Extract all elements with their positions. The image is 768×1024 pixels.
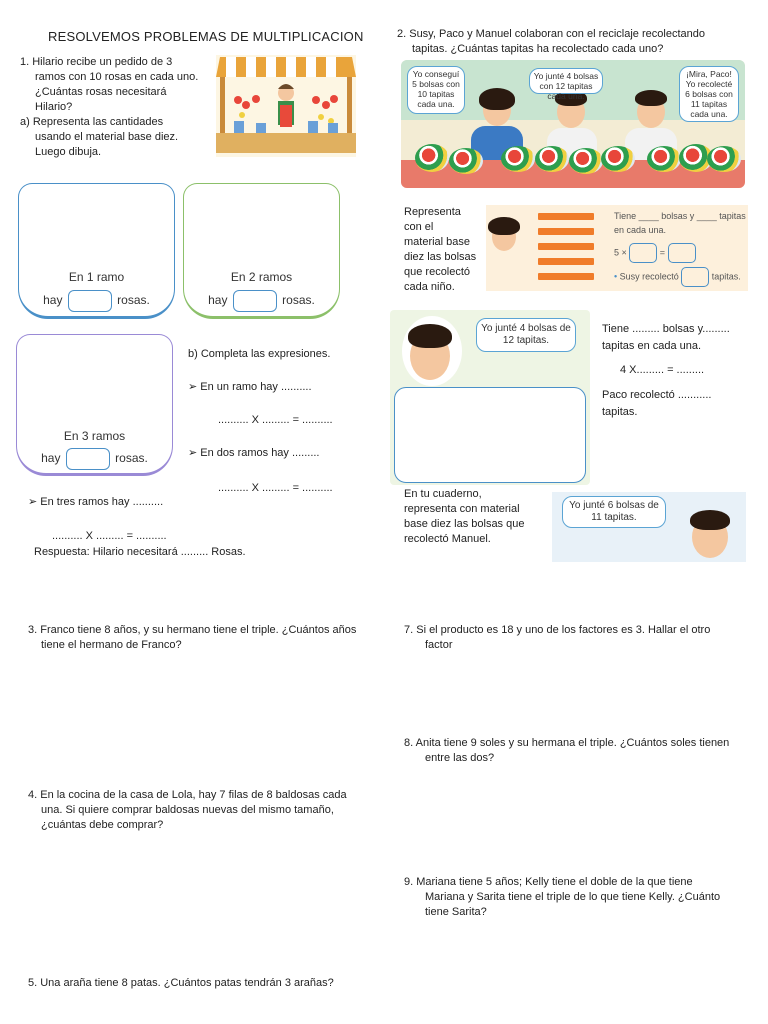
problem-4	[28, 788, 368, 833]
susy-factor-box[interactable]	[629, 243, 657, 263]
manuel-avatar-hair	[690, 510, 730, 530]
problem-7	[404, 623, 750, 653]
susy-avatar-hair	[488, 217, 520, 235]
represent-line: con el	[404, 221, 434, 233]
page-title: RESOLVEMOS PROBLEMAS DE MULTIPLICACION	[48, 29, 364, 44]
p7-line: factor	[425, 639, 453, 651]
manuel-hair	[635, 90, 667, 106]
susy-multiplier: 5 ×	[614, 247, 627, 258]
frame-3-ramos	[16, 334, 173, 476]
p2-line: tapitas. ¿Cuántas tapitas ha recolectado cada uno?	[412, 43, 664, 55]
recycling-kids-illustration	[401, 60, 745, 188]
susy-tapitas: tapitas.	[711, 271, 741, 282]
p1-line: ramos con 10 rosas en cada uno.	[35, 71, 199, 83]
problem-5: 5. Una araña tiene 8 patas. ¿Cuántos patas tendrán 3 arañas?	[28, 977, 334, 989]
p1-line: 1. Hilario recibe un pedido de 3	[20, 56, 173, 68]
bag	[449, 148, 483, 174]
represent-line: que recolectó	[404, 266, 471, 278]
represent-line: cada niño.	[404, 281, 455, 293]
p1a-line: usando el material base diez.	[35, 131, 179, 143]
problem-9	[404, 875, 750, 920]
frame-label: En 1 ramo	[68, 270, 125, 284]
answer-box[interactable]	[233, 290, 277, 312]
hay-label: hay	[41, 451, 61, 466]
p1b-line-3: ➢ En tres ramos hay ..........	[28, 496, 164, 508]
manuel-panel	[552, 492, 746, 562]
bag	[647, 146, 681, 172]
paco-recolecto: Paco recolectó ...........	[602, 389, 712, 401]
manuel-line: recolectó Manuel.	[404, 533, 491, 545]
p9-line: tiene Sarita?	[425, 906, 487, 918]
paco-avatar-hair	[408, 324, 452, 348]
frame-1-ramo	[18, 183, 175, 319]
p7-line: 7. Si el producto es 18 y uno de los factores es 3. Hallar el otro	[404, 624, 711, 636]
answer-box[interactable]	[68, 290, 112, 312]
bag	[569, 148, 603, 174]
problem-8	[404, 736, 750, 766]
rosas-label: rosas.	[282, 293, 315, 308]
manuel-line: En tu cuaderno,	[404, 488, 482, 500]
p3-line: 3. Franco tiene 8 años, y su hermano tiene el triple. ¿Cuántos años	[28, 624, 357, 636]
p8-line: entre las dos?	[425, 752, 495, 764]
p2-line: 2. Susy, Paco y Manuel colaboran con el reciclaje recolectando	[397, 28, 705, 40]
rosas-label: rosas.	[115, 451, 148, 466]
represent-instructions	[404, 205, 494, 295]
p9-line: 9. Mariana tiene 5 años; Kelly tiene el doble de la que tiene	[404, 876, 693, 888]
susy-recolecto: Susy recolectó	[619, 271, 679, 282]
p1b-eq-2: .......... X ......... = ..........	[218, 482, 333, 494]
bag	[415, 144, 449, 172]
manuel-line: representa con material	[404, 503, 520, 515]
problem-1	[20, 55, 215, 160]
p1b-eq-3: .......... X ......... = ..........	[52, 530, 167, 542]
p1b-eq-1: .......... X ......... = ..........	[218, 414, 333, 426]
susy-result-box[interactable]	[668, 243, 696, 263]
p1b-line-2: ➢ En dos ramos hay .........	[188, 447, 320, 459]
paco-panel-bubble: Yo junté 4 bolsas de 12 tapitas.	[476, 318, 576, 352]
bag	[535, 146, 569, 172]
represent-line: material base	[404, 236, 471, 248]
susy-total-box[interactable]	[681, 267, 709, 287]
frame-label: En 3 ramos	[63, 429, 126, 443]
susy-hair	[479, 88, 515, 110]
paco-draw-area[interactable]	[394, 387, 586, 483]
ten-rod	[538, 273, 594, 280]
problem-2	[397, 27, 757, 57]
represent-line: Representa	[404, 206, 461, 218]
ten-rod	[538, 213, 594, 220]
p1b-title: b) Completa las expresiones.	[188, 348, 331, 360]
frame-label: En 2 ramos	[230, 270, 293, 284]
paco-tapitas: tapitas.	[602, 406, 638, 418]
bag	[707, 146, 741, 172]
ten-rod	[538, 228, 594, 235]
paco-tiene: Tiene ......... bolsas y.........	[602, 323, 730, 335]
paco-panel	[390, 310, 590, 485]
p1-line: Hilario?	[35, 101, 73, 113]
susy-speech-bubble: Yo conseguí 5 bolsas con 10 tapitas cada una.	[407, 66, 465, 114]
problem-3	[28, 623, 378, 653]
p9-line: Mariana y Sarita tiene el triple de lo que tiene Kelly. ¿Cuánto	[425, 891, 721, 903]
p1a-line: a) Representa las cantidades	[20, 116, 164, 128]
p4-line: ¿cuántas debe comprar?	[41, 819, 164, 831]
susy-panel: Tiene ____ bolsas y ____ tapitas en cada una. 5 × = • Susy recolectó tapitas.	[486, 205, 748, 291]
rosas-label: rosas.	[117, 293, 150, 308]
flower-shop-illustration	[216, 55, 356, 157]
p1a-line: Luego dibuja.	[35, 146, 102, 158]
bag	[601, 146, 635, 172]
answer-box[interactable]	[66, 448, 110, 470]
paco-speech-bubble: Yo junté 4 bolsas con 12 tapitas cada una.	[529, 68, 603, 94]
p8-line: 8. Anita tiene 9 soles y su hermana el triple. ¿Cuántos soles tienen	[404, 737, 730, 749]
hay-label: hay	[43, 293, 63, 308]
manuel-instructions	[404, 487, 554, 547]
manuel-panel-bubble: Yo junté 6 bolsas de 11 tapitas.	[562, 496, 666, 528]
susy-tiene: Tiene ____ bolsas y ____ tapitas	[614, 211, 746, 221]
paco-cada: tapitas en cada una.	[602, 340, 702, 352]
manuel-speech-bubble: ¡Mira, Paco! Yo recolecté 6 bolsas con 11 tapitas cada una.	[679, 66, 739, 122]
p1b-line-1: ➢ En un ramo hay ..........	[188, 381, 312, 393]
p1-answer: Respuesta: Hilario necesitará ......... Rosas.	[34, 546, 246, 558]
paco-eq: 4 X......... = .........	[620, 364, 705, 376]
p1-line: ¿Cuántas rosas necesitará	[35, 86, 167, 98]
represent-line: diez las bolsas	[404, 251, 477, 263]
equals-sign: =	[659, 247, 666, 258]
frame-2-ramos	[183, 183, 340, 319]
p3-line: tiene el hermano de Franco?	[41, 639, 182, 651]
ten-rod	[538, 258, 594, 265]
p4-line: una. Si quiere comprar baldosas nuevas del mismo tamaño,	[41, 804, 334, 816]
bag	[501, 146, 535, 172]
susy-cada: en cada una.	[614, 225, 667, 235]
ten-rod	[538, 243, 594, 250]
manuel-line: base diez las bolsas que	[404, 518, 525, 530]
p4-line: 4. En la cocina de la casa de Lola, hay 7 filas de 8 baldosas cada	[28, 789, 347, 801]
hay-label: hay	[208, 293, 228, 308]
